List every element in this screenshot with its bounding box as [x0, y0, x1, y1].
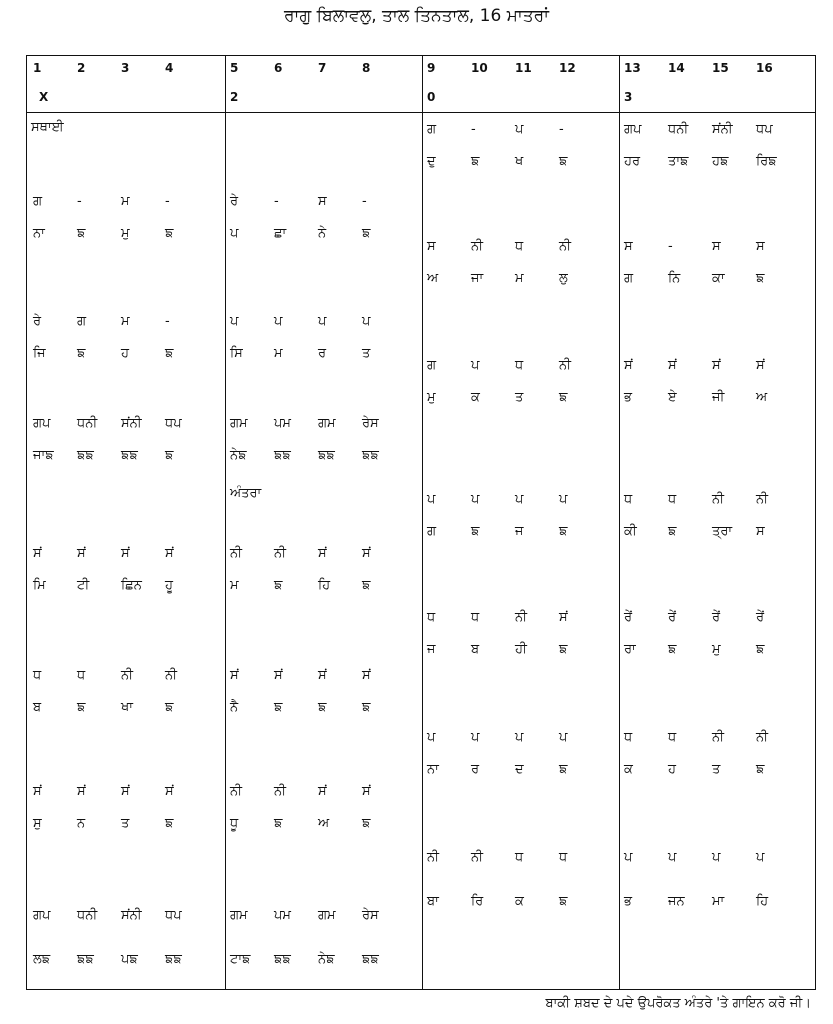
notation-cell: ਪ: [515, 730, 524, 745]
page-title: ਰਾਗੁ ਬਿਲਾਵਲੁ, ਤਾਲ ਤਿਨਤਾਲ, 16 ਮਾਤਰਾਂ: [284, 6, 549, 26]
notation-cell: ਸਂਨੀ: [121, 908, 142, 923]
column-divider: [225, 56, 226, 989]
notation-cell: ਪ: [274, 314, 283, 329]
notation-cell: ਧ: [515, 239, 524, 254]
notation-cell: ਙ: [559, 524, 568, 539]
notation-cell: ਙ: [471, 524, 480, 539]
beat-number: 13: [624, 61, 641, 75]
beat-number: 6: [274, 61, 283, 75]
notation-cell: ਗਮ: [230, 908, 248, 923]
notation-cell: ਪ: [515, 122, 524, 137]
notation-cell: ਙ: [756, 271, 765, 286]
notation-cell: ਅ: [427, 271, 439, 286]
notation-cell: ਹਙ: [712, 154, 729, 169]
notation-cell: ਙ: [362, 700, 371, 715]
beat-number: 14: [668, 61, 685, 75]
notation-cell: ਮੁ: [427, 390, 436, 405]
notation-cell: ਰੇਸ: [362, 908, 379, 923]
notation-cell: ਰਾ: [624, 642, 636, 657]
notation-cell: ਙ: [668, 524, 677, 539]
notation-cell: ਕ: [624, 762, 633, 777]
notation-cell: ਧ: [515, 358, 524, 373]
notation-cell: ਗਪ: [33, 416, 51, 431]
notation-cell: ਛਾ: [274, 226, 287, 241]
notation-cell: ਨੇਙ: [318, 952, 335, 967]
notation-cell: ਗਮ: [318, 908, 336, 923]
notation-cell: ਨਾ: [33, 226, 45, 241]
notation-cell: ਪ: [427, 492, 436, 507]
notation-cell: ਹਿ: [318, 578, 331, 593]
notation-cell: ਙ: [559, 894, 568, 909]
notation-cell: ਙਙ: [318, 448, 335, 463]
notation-cell: ਨੈ: [230, 700, 239, 715]
notation-cell: ਹ: [121, 346, 129, 361]
notation-cell: ਙ: [165, 448, 174, 463]
notation-cell: ਸਂ: [33, 784, 42, 799]
notation-cell: ਙ: [274, 700, 283, 715]
notation-cell: ਮਾ: [712, 894, 725, 909]
notation-cell: ਧ: [427, 610, 436, 625]
notation-cell: ਬਾ: [427, 894, 439, 909]
notation-cell: ਸ: [756, 239, 765, 254]
notation-cell: ਹੀ: [515, 642, 527, 657]
notation-cell: ਜੀ: [712, 390, 725, 405]
notation-cell: ਸਂਨੀ: [121, 416, 142, 431]
notation-cell: ਨੀ: [756, 730, 769, 745]
notation-cell: -: [559, 122, 564, 137]
notation-cell: ਨ: [77, 816, 86, 831]
notation-cell: ਜ: [515, 524, 524, 539]
notation-cell: ਨਾ: [427, 762, 439, 777]
notation-cell: -: [165, 314, 170, 329]
notation-cell: ਨੀ: [230, 784, 243, 799]
notation-cell: ਙ: [471, 154, 480, 169]
label-antra: ਅੰਤਰਾ: [230, 486, 262, 501]
notation-cell: ਧਨੀ: [77, 908, 98, 923]
notation-cell: ਧ: [668, 492, 677, 507]
notation-cell: ਜ: [427, 642, 436, 657]
taal-marker: 0: [427, 90, 436, 104]
notation-cell: ਪਮ: [274, 416, 291, 431]
notation-cell: ਪ: [515, 492, 524, 507]
notation-cell: ਗ: [427, 524, 437, 539]
notation-cell: ਧ: [624, 730, 633, 745]
notation-cell: ਬ: [33, 700, 42, 715]
notation-cell: ਸਂ: [165, 546, 174, 561]
notation-cell: ਜਿ: [33, 346, 46, 361]
notation-cell: ਗਪ: [33, 908, 51, 923]
notation-cell: ਧ: [624, 492, 633, 507]
beat-number: 11: [515, 61, 532, 75]
notation-cell: -: [362, 194, 367, 209]
notation-cell: ਸ: [427, 239, 436, 254]
notation-cell: ਤ: [121, 816, 130, 831]
notation-cell: ਙ: [165, 346, 174, 361]
notation-cell: ਸ: [712, 239, 721, 254]
notation-cell: ਧੂ: [230, 816, 239, 831]
notation-cell: ਜਾ: [471, 271, 484, 286]
notation-cell: ਧਨੀ: [668, 122, 689, 137]
notation-cell: ਸਂ: [318, 668, 327, 683]
beat-number: 8: [362, 61, 371, 75]
notation-cell: ਗਪ: [624, 122, 642, 137]
notation-cell: ਧ: [559, 850, 568, 865]
notation-cell: ਰਿ: [471, 894, 484, 909]
notation-cell: ਬ: [471, 642, 480, 657]
label-sthayi: ਸਥਾਈ: [31, 120, 64, 135]
notation-cell: ਸਂ: [121, 546, 130, 561]
notation-cell: ਨੀ: [121, 668, 134, 683]
notation-cell: ਕਾ: [712, 271, 725, 286]
notation-cell: ਸਂ: [559, 610, 568, 625]
notation-cell: ਙ: [165, 700, 174, 715]
beat-number: 7: [318, 61, 327, 75]
notation-cell: ਙਙ: [362, 448, 379, 463]
notation-cell: ਪ: [230, 314, 239, 329]
notation-cell: ਨੀ: [559, 358, 572, 373]
notation-cell: ਙ: [559, 154, 568, 169]
notation-cell: ਙਙ: [274, 952, 291, 967]
notation-cell: ਖ: [515, 154, 524, 169]
notation-cell: ਮੁ: [712, 642, 721, 657]
notation-cell: ਅ: [756, 390, 768, 405]
notation-cell: ਜਾਙ: [33, 448, 54, 463]
notation-cell: ਸਂ: [274, 668, 283, 683]
notation-cell: ਰੇ: [230, 194, 239, 209]
notation-cell: ਨੇ: [318, 226, 327, 241]
notation-cell: ਙਙ: [77, 448, 94, 463]
notation-cell: ਅ: [318, 816, 330, 831]
notation-cell: ਨੀ: [712, 492, 725, 507]
column-divider: [422, 56, 423, 989]
notation-table: [26, 55, 816, 990]
notation-cell: ਙ: [274, 816, 283, 831]
notation-cell: ਸਂ: [362, 668, 371, 683]
beat-number: 1: [33, 61, 42, 75]
notation-cell: ਰ: [471, 762, 480, 777]
notation-cell: ਤ੍ਰਾ: [712, 524, 733, 539]
notation-cell: -: [471, 122, 476, 137]
notation-cell: ਧ: [77, 668, 86, 683]
notation-cell: ਮ: [230, 578, 239, 593]
notation-cell: ਨੀ: [515, 610, 528, 625]
notation-cell: ਸਂ: [33, 546, 42, 561]
notation-cell: ਮ: [121, 314, 130, 329]
notation-cell: ਪ: [559, 730, 568, 745]
notation-cell: ਪ: [668, 850, 677, 865]
notation-cell: ਸਂ: [318, 784, 327, 799]
notation-cell: ਤਾਙ: [668, 154, 689, 169]
notation-cell: ਙ: [362, 226, 371, 241]
notation-cell: ਸਂ: [362, 546, 371, 561]
notation-cell: ਙ: [756, 642, 765, 657]
notation-cell: ਗ: [33, 194, 43, 209]
beat-number: 2: [77, 61, 86, 75]
notation-cell: ਸਂਨੀ: [712, 122, 733, 137]
notation-cell: ਧ: [515, 850, 524, 865]
notation-cell: ਸਂ: [318, 546, 327, 561]
notation-cell: ਸ: [624, 239, 633, 254]
notation-cell: ਪ: [318, 314, 327, 329]
notation-cell: ਙਙ: [274, 448, 291, 463]
notation-cell: ਗ: [427, 358, 437, 373]
notation-cell: ਙਙ: [77, 952, 94, 967]
notation-cell: ਰ: [318, 346, 327, 361]
footer-note: ਬਾਕੀ ਸ਼ਬਦ ਦੇ ਪਦੇ ਉਪਰੋਕਤ ਅੰਤਰੇ 'ਤੇ ਗਾਇਨ ਕਰੋ ਜੀ।: [545, 996, 811, 1011]
notation-cell: ਰਿਙ: [756, 154, 777, 169]
notation-cell: ਪਮ: [274, 908, 291, 923]
notation-cell: ਙਙ: [121, 448, 138, 463]
notation-cell: ਧਪ: [165, 908, 182, 923]
notation-cell: ਸਂ: [624, 358, 633, 373]
notation-cell: ਧ: [33, 668, 42, 683]
notation-cell: ਪ: [712, 850, 721, 865]
notation-cell: ਨੀ: [559, 239, 572, 254]
notation-cell: ਨੀ: [230, 546, 243, 561]
beat-number: 16: [756, 61, 773, 75]
notation-cell: ਙ: [77, 226, 86, 241]
notation-cell: ਸਂ: [77, 546, 86, 561]
notation-cell: ਜਨ: [668, 894, 685, 909]
notation-cell: ਨੇਙ: [230, 448, 247, 463]
notation-cell: ਖਾ: [121, 700, 133, 715]
notation-cell: ਰੇ: [33, 314, 42, 329]
notation-cell: ਟੀ: [77, 578, 90, 593]
notation-cell: ਮ: [121, 194, 130, 209]
notation-cell: -: [77, 194, 82, 209]
beat-number: 5: [230, 61, 239, 75]
notation-cell: ਨੀ: [756, 492, 769, 507]
notation-cell: ਰੇਸ: [362, 416, 379, 431]
notation-cell: ਰੇਂ: [712, 610, 721, 625]
notation-cell: ਪ: [471, 358, 480, 373]
notation-cell: ਸਿ: [230, 346, 243, 361]
notation-cell: ਭ: [624, 390, 632, 405]
notation-cell: ਦੁ: [427, 154, 436, 169]
taal-marker: 2: [230, 90, 239, 104]
notation-cell: ਙ: [362, 816, 371, 831]
notation-cell: ਙ: [165, 226, 174, 241]
notation-cell: ਪ: [471, 730, 480, 745]
notation-cell: ਧਪ: [756, 122, 773, 137]
notation-cell: ਸਂ: [756, 358, 765, 373]
beat-number: 3: [121, 61, 130, 75]
beat-number: 15: [712, 61, 729, 75]
notation-cell: ਮ: [515, 271, 524, 286]
notation-cell: ਮ: [274, 346, 283, 361]
notation-cell: ਨੀ: [712, 730, 725, 745]
notation-cell: ਪ: [559, 492, 568, 507]
notation-cell: ਪ: [230, 226, 239, 241]
notation-cell: ਕ: [515, 894, 524, 909]
beat-number: 4: [165, 61, 174, 75]
notation-cell: ਙ: [756, 762, 765, 777]
header-divider: [27, 112, 815, 113]
notation-cell: ਙਙ: [362, 952, 379, 967]
notation-cell: ਪ: [362, 314, 371, 329]
notation-cell: -: [165, 194, 170, 209]
notation-cell: ਙ: [77, 700, 86, 715]
notation-cell: ਨੀ: [274, 546, 287, 561]
notation-cell: -: [668, 239, 673, 254]
notation-cell: ਗਮ: [318, 416, 336, 431]
notation-cell: ਟਾਙ: [230, 952, 251, 967]
notation-cell: ਪ: [624, 850, 633, 865]
notation-cell: ਸਂ: [712, 358, 721, 373]
notation-cell: ਙ: [559, 390, 568, 405]
notation-cell: ਸਂ: [668, 358, 677, 373]
notation-cell: ਸਂ: [121, 784, 130, 799]
notation-cell: ਪ: [471, 492, 480, 507]
column-divider: [619, 56, 620, 989]
beat-number: 10: [471, 61, 488, 75]
notation-cell: ਙ: [362, 578, 371, 593]
notation-cell: ਸਂ: [165, 784, 174, 799]
notation-cell: ਹ: [668, 762, 676, 777]
notation-cell: ਹੂ: [165, 578, 173, 593]
notation-cell: ਪ: [756, 850, 765, 865]
notation-cell: ਲੁ: [559, 271, 568, 286]
notation-cell: ਙ: [165, 816, 174, 831]
notation-cell: ਨੀ: [427, 850, 440, 865]
taal-marker: 3: [624, 90, 633, 104]
notation-cell: ਸ: [756, 524, 765, 539]
notation-cell: ਙ: [559, 642, 568, 657]
beat-number: 12: [559, 61, 576, 75]
notation-cell: ਕੀ: [624, 524, 637, 539]
notation-cell: ਹਿ: [756, 894, 769, 909]
notation-cell: ਗ: [427, 122, 437, 137]
notation-cell: ਙ: [559, 762, 568, 777]
notation-cell: -: [274, 194, 279, 209]
notation-cell: ਤ: [362, 346, 371, 361]
notation-cell: ਨੀ: [471, 850, 484, 865]
notation-cell: ਙਙ: [165, 952, 182, 967]
beat-number: 9: [427, 61, 436, 75]
notation-cell: ਨੀ: [274, 784, 287, 799]
notation-cell: ਤ: [712, 762, 721, 777]
notation-cell: ਨਿ: [668, 271, 681, 286]
notation-cell: ਹਰ: [624, 154, 641, 169]
notation-cell: ਏ: [668, 390, 677, 405]
notation-cell: ਸਂ: [362, 784, 371, 799]
notation-cell: ਗ: [624, 271, 634, 286]
notation-cell: ਧ: [471, 610, 480, 625]
notation-cell: ਨੀ: [471, 239, 484, 254]
notation-cell: ਸਂ: [77, 784, 86, 799]
notation-cell: ਨੀ: [165, 668, 178, 683]
notation-cell: ਪ: [427, 730, 436, 745]
taal-marker: X: [39, 90, 49, 104]
notation-cell: ਸਂ: [230, 668, 239, 683]
notation-cell: ਮੁ: [121, 226, 130, 241]
notation-cell: ਙ: [274, 578, 283, 593]
notation-cell: ਸ: [318, 194, 327, 209]
notation-cell: ਪਙ: [121, 952, 138, 967]
notation-cell: ਗ: [77, 314, 87, 329]
notation-cell: ਧਨੀ: [77, 416, 98, 431]
notation-cell: ਙ: [77, 346, 86, 361]
notation-cell: ਙ: [668, 642, 677, 657]
notation-cell: ਕ: [471, 390, 480, 405]
notation-cell: ਰੇਂ: [624, 610, 633, 625]
notation-cell: ਤ: [515, 390, 524, 405]
notation-cell: ਦ: [515, 762, 524, 777]
notation-cell: ਰੇਂ: [668, 610, 677, 625]
notation-cell: ਧਪ: [165, 416, 182, 431]
notation-cell: ਭ: [624, 894, 632, 909]
notation-cell: ਗਮ: [230, 416, 248, 431]
notation-cell: ਸੁ: [33, 816, 42, 831]
notation-cell: ਛਿਨ: [121, 578, 142, 593]
notation-cell: ਰੇਂ: [756, 610, 765, 625]
notation-cell: ਲਙ: [33, 952, 51, 967]
notation-cell: ਙ: [318, 700, 327, 715]
notation-cell: ਧ: [668, 730, 677, 745]
notation-cell: ਮਿ: [33, 578, 46, 593]
